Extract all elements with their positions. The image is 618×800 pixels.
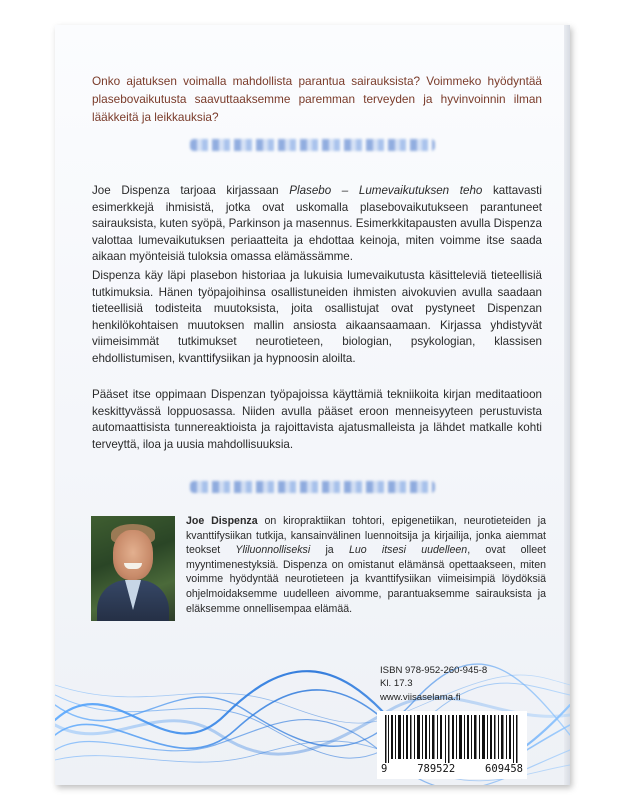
publication-info xyxy=(380,664,515,704)
isbn-text: ISBN 978-952-260-945-8 xyxy=(380,665,488,676)
barcode-bars xyxy=(385,715,519,763)
author-photo xyxy=(91,516,175,621)
book-back-cover xyxy=(55,25,570,785)
publisher-website: www.viisaselama.fi xyxy=(380,691,461,703)
classification-text: Kl. 17.3 xyxy=(380,678,413,690)
cover-headline xyxy=(92,72,542,126)
decorative-divider-bottom xyxy=(190,481,435,493)
book-title: Plasebo – Lumevaikutuksen teho xyxy=(289,184,483,197)
previous-book-2: Luo itsesi uudelleen xyxy=(348,544,468,557)
decorative-divider-top xyxy=(190,139,435,151)
barcode-digits: 9 789522 609458 xyxy=(381,763,523,775)
previous-book-1: Yliluonnolliseksi xyxy=(235,544,311,557)
description-paragraph-1: Joe Dispenza tarjoaa kirjassaan Plasebo – Lumevaikutuksen teho kattavasti esimerkkejä ihmisistä, jotka ovat uskomalla plasebovaikutukseen parantuneet sairauksista, kuten syöpä, Parkinson ja masennus. Esimerkkitapausten avulla Dispenza valottaa lumevaikutuksen periaatteita ja ehdottaa keinoja, miten voimme itse saada aikaan myönteisiä tuloksia omassa elämässämme. xyxy=(92,184,542,264)
barcode xyxy=(377,711,527,779)
description-paragraph-3: Pääset itse oppimaan Dispenzan työpajoissa käyttämiä tekniikoita kirjan meditaatioon keskittyvässä loppuosassa. Niiden avulla pääset eroon menneisyyteen perustuvista automaattisista tunnereaktioista ja rajoittavista ajatusmalleista ja lähdet matkalle kohti terveyttä, iloa ja uusia mahdollisuuksia. xyxy=(92,388,542,451)
author-name: Joe Dispenza xyxy=(186,515,258,527)
headline-text: Onko ajatuksen voimalla mahdollista parantua sairauksista? Voimmeko hyödyntää plasebovaikutusta saavuttaaksemme paremman terveyden ja hyvinvoinnin ilman lääkkeitä ja leikkauksia? xyxy=(92,74,542,124)
author-bio: Joe Dispenza on kiropraktiikan tohtori, epigenetiikan, neurotieteiden ja kvanttifysiikan tutkija, kansainvälinen luennoitsija ja kirjailija, jonka aiemmat teokset Yliluonnolliseksi ja Luo itsesi uudelleen, ovat olleet myyntimenestyksiä. Dispenza on omistanut elämänsä opettaakseen, miten voimme hyödyntää neurotieteen ja kvanttifysiikan viimeisimpiä löydöksiä ohjelmoidaksemme uudelleen aivomme, parantuaksemme sairauksista ja eläksemme onnellisempaa elämää. xyxy=(186,515,546,615)
description-paragraph-2: Dispenza käy läpi plasebon historiaa ja lukuisia lumevaikutusta käsitteleviä tieteellisiä tutkimuksia. Hänen työpajoihinsa osallistuneiden ihmisten aivokuvien avulla saadaan tieteellisiä todisteita muutoksista, joita osallistujat ovat pystyneet Dispenzan henkilökohtaisen muutoksen mallin ansiosta aikaansaamaan. Kirjassa yhdistyvät viimeisimmät tutkimukset neurotieteen, biologian, psykologian, klassisen ehdollistumisen, kvanttifysiikan ja hypnoosin aloilta. xyxy=(92,269,542,365)
